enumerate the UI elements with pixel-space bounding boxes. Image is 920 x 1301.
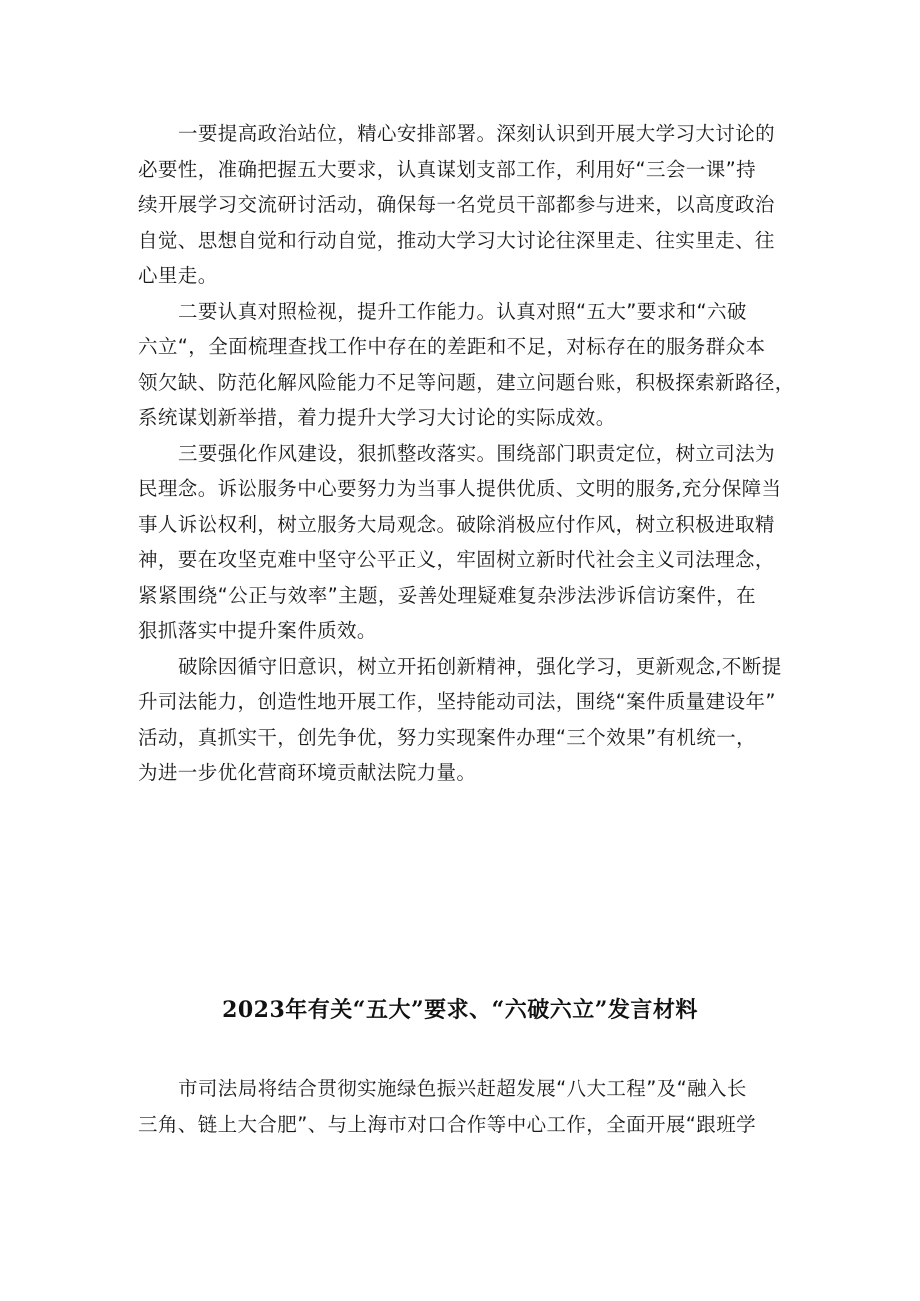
paragraph-line: 活动，真抓实干，创先争优，努力实现案件办理“三个效果”有机统一， xyxy=(138,725,757,749)
paragraph-line: 心里走。 xyxy=(138,264,218,287)
body-text-lower xyxy=(138,1071,792,1142)
paragraph-line: 三角、链上大合肥”、与上海市对口合作等中心工作，全面开展“跟班学 xyxy=(138,1112,757,1136)
paragraph-line: 民理念。诉讼服务中心要努力为当事人提供优质、文明的服务,充分保障当 xyxy=(138,477,782,500)
paragraph-line: 市司法局将结合贯彻实施绿色振兴赶超发展“八大工程”及“融入长 xyxy=(178,1077,747,1100)
paragraph-2 xyxy=(138,294,795,436)
paragraph-line: 狠抓落实中提升案件质效。 xyxy=(138,619,377,642)
paragraph-line: 三要强化作风建设，狠抓整改落实。围绕部门职责定位，树立司法为 xyxy=(178,441,776,465)
paragraph-line: 系统谋划新举措，着力提升大学习大讨论的实际成效。 xyxy=(138,406,616,429)
paragraph-5 xyxy=(138,1071,792,1142)
paragraph-line: 六立“，全面梳理查找工作中存在的差距和不足，对标存在的服务群众本 xyxy=(138,335,766,358)
paragraph-line: 二要认真对照检视，提升工作能力。认真对照“五大”要求和“六破 xyxy=(178,299,747,323)
paragraph-3 xyxy=(138,436,792,649)
section-title: 2023年有关“五大”要求、“六破六立”发言材料 xyxy=(222,997,698,1023)
paragraph-1 xyxy=(138,116,792,294)
paragraph-line: 自觉、思想自觉和行动自觉，推动大学习大讨论往深里走、往实里走、往 xyxy=(138,228,775,252)
paragraph-line: 事人诉讼权利，树立服务大局观念。破除消极应付作风，树立积极进取精 xyxy=(138,512,775,536)
body-text-upper xyxy=(138,116,795,791)
paragraph-line: 破除因循守旧意识，树立开拓创新精神，强化学习，更新观念,不断提 xyxy=(178,654,782,678)
paragraph-line: 神，要在攻坚克难中坚守公平正义，牢固树立新时代社会主义司法理念， xyxy=(138,548,775,571)
paragraph-line: 紧紧围绕“公正与效率”主题，妥善处理疑难复杂涉法涉诉信访案件，在 xyxy=(138,583,757,607)
paragraph-line: 续开展学习交流研讨活动，确保每一名党员干部都参与进来，以高度政治 xyxy=(138,193,775,216)
paragraph-line: 必要性，准确把握五大要求，认真谋划支部工作，利用好“三会一课”持 xyxy=(138,157,757,181)
paragraph-line: 一要提高政治站位，精心安排部署。深刻认识到开展大学习大讨论的 xyxy=(178,122,776,145)
paragraph-line: 为进一步优化营商环境贡献法院力量。 xyxy=(138,761,477,784)
paragraph-4 xyxy=(138,649,792,791)
paragraph-line: 升司法能力，创造性地开展工作，坚持能动司法，围绕“案件质量建设年” xyxy=(138,690,776,713)
paragraph-line: 领欠缺、防范化解风险能力不足等问题，建立问题台账，积极探索新路径， xyxy=(138,370,795,394)
